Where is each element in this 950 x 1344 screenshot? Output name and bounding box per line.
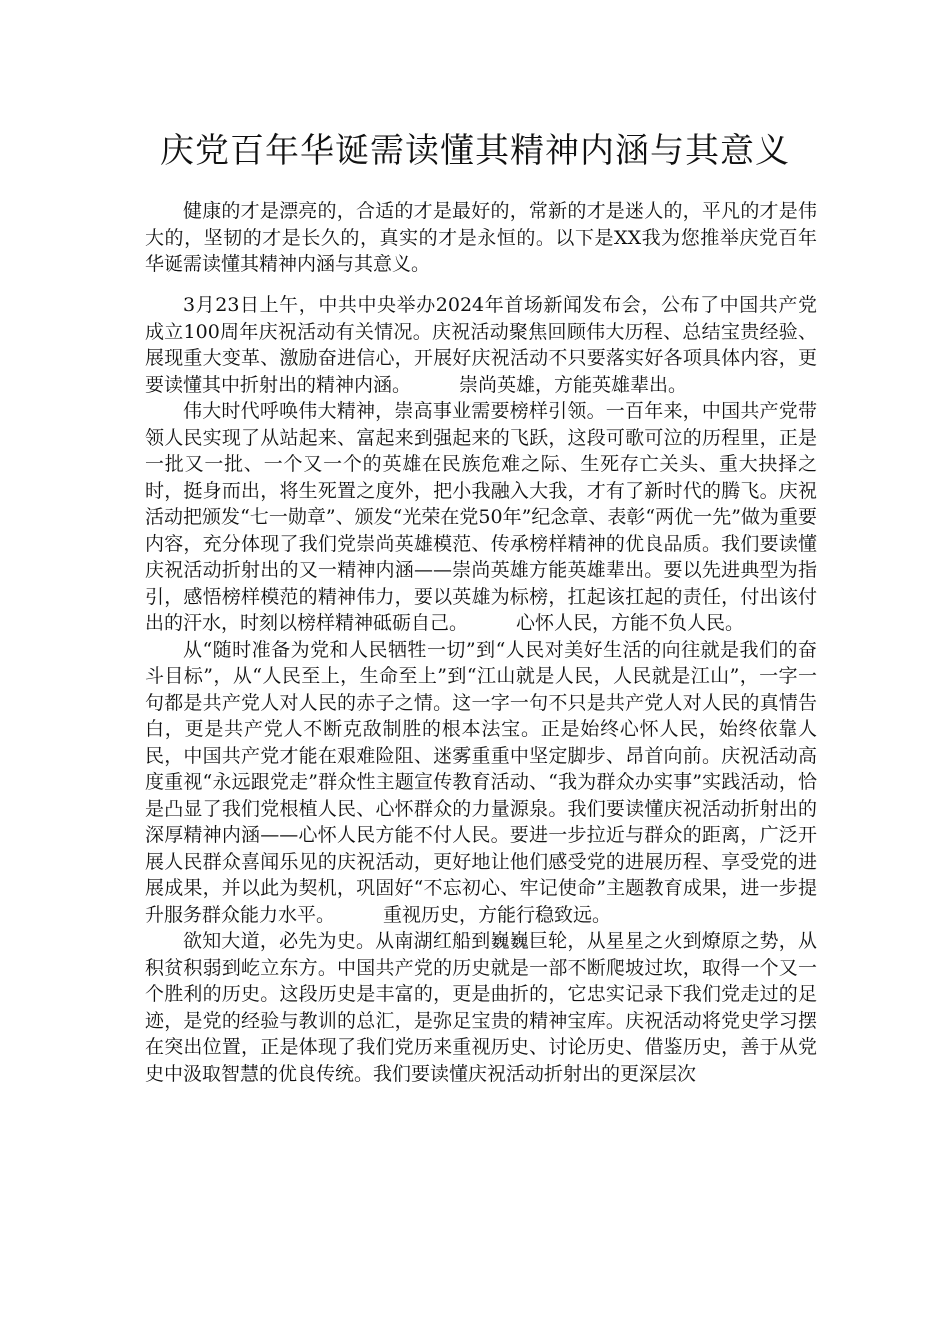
document-title: 庆党百年华诞需读懂其精神内涵与其意义: [160, 131, 790, 171]
body-paragraph-4: [145, 928, 817, 1087]
section-subheading: 崇尚英雄，方能英雄辈出。: [459, 373, 688, 396]
section-subheading: 心怀人民，方能不负人民。: [516, 612, 745, 634]
body-paragraph-1: [145, 292, 817, 398]
document-body: [145, 292, 817, 1087]
intro-paragraph: 健康的才是漂亮的，合适的才是最好的，常新的才是迷人的，平凡的才是伟大的，坚韧的才是长久的，真实的才是永恒的。以下是XX我为您推举庆党百年华诞需读懂其精神内涵与其意义。: [145, 200, 817, 275]
paragraph-text: 伟大时代呼唤伟大精神，崇高事业需要榜样引领。一百年来，中国共产党带领人民实现了从站起来、富起来到强起来的飞跃，这段可歌可泣的历程里，正是一批又一批、一个又一个的英雄在民族危难之际、生死存亡关头、重大抉择之时，挺身而出，将生死置之度外，把小我融入大我，才有了新时代的腾飞。庆祝活动把颁发“七一勋章”、颁发“光荣在党50年”纪念章、表彰“两优一先”做为重要内容，充分体现了我们党崇尚英雄模范、传承榜样精神的优良品质。我们要读懂庆祝活动折射出的又一精神内涵——崇尚英雄方能英雄辈出。要以先进典型为指引，感悟榜样模范的精神伟力，要以英雄为标榜，扛起该扛起的责任，付出该付出的汗水，时刻以榜样精神砥砺自己。: [145, 400, 817, 634]
body-paragraph-3: [145, 637, 817, 929]
paragraph-text: 从“随时准备为党和人民牺牲一切”到“人民对美好生活的向往就是我们的奋斗目标”，从“人民至上，生命至上”到“江山就是人民，人民就是江山”，一字一句都是共产党人对人民的赤子之情。这一字一句不只是共产党人对人民的真情告白，更是共产党人不断克敌制胜的根本法宝。正是始终心怀人民，始终依靠人民，中国共产党才能在艰难险阻、迷雾重重中坚定脚步、昂首向前。庆祝活动高度重视“永远跟党走”群众性主题宣传教育活动、“我为群众办实事”实践活动，恰是凸显了我们党根植人民、心怀群众的力量源泉。我们要读懂庆祝活动折射出的深厚精神内涵——心怀人民方能不付人民。要进一步拉近与群众的距离，广泛开展人民群众喜闻乐见的庆祝活动，更好地让他们感受党的进展历程、享受党的进展成果，并以此为契机，巩固好“不忘初心、牢记使命”主题教育成果，进一步提升服务群众能力水平。: [145, 638, 817, 926]
paragraph-text: 欲知大道，必先为史。从南湖红船到巍巍巨轮，从星星之火到燎原之势，从积贫积弱到屹立东方。中国共产党的历史就是一部不断爬坡过坎，取得一个又一个胜利的历史。这段历史是丰富的，更是曲折的，它忠实记录下我们党走过的足迹，是党的经验与教训的总汇，是弥足宝贵的精神宝库。庆祝活动将党史学习摆在突出位置，正是体现了我们党历来重视历史、讨论历史、借鉴历史，善于从党史中汲取智慧的优良传统。我们要读懂庆祝活动折射出的更深层次: [145, 930, 817, 1085]
paragraph-text: 3月23日上午，中共中央举办2024年首场新闻发布会，公布了中国共产党成立100周年庆祝活动有关情况。庆祝活动聚焦回顾伟大历程、总结宝贵经验、展现重大变革、激励奋进信心，开展好庆祝活动不只要落实好各项具体内容，更要读懂其中折射出的精神内涵。: [145, 294, 817, 396]
body-paragraph-2: [145, 398, 817, 637]
section-subheading: 重视历史，方能行稳致远。: [383, 903, 612, 926]
